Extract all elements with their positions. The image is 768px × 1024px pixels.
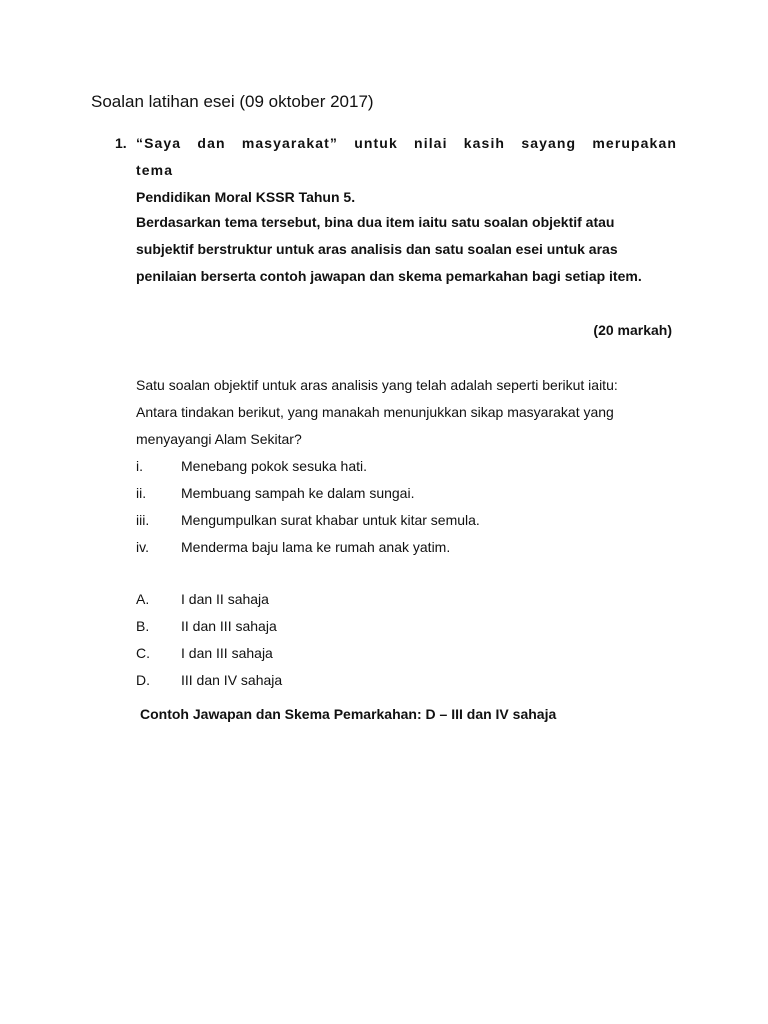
statement-label: i.	[136, 458, 143, 474]
objective-question	[136, 372, 677, 453]
option-label: B.	[136, 618, 150, 634]
option-list	[136, 586, 282, 694]
intro-line-2: Pendidikan Moral KSSR Tahun 5.	[136, 189, 356, 205]
question-line-1: Antara tindakan berikut, yang manakah menunjukkan sikap masyarakat yang	[136, 404, 614, 420]
option-text: I dan II sahaja	[181, 591, 269, 607]
answer-scheme: Contoh Jawapan dan Skema Pemarkahan: D – III dan IV sahaja	[140, 706, 557, 722]
task-line-3: penilaian berserta contoh jawapan dan skema pemarkahan bagi setiap item.	[136, 268, 642, 284]
task-line-1: Berdasarkan tema tersebut, bina dua item iaitu satu soalan objektif atau	[136, 214, 615, 230]
objective-intro: Satu soalan objektif untuk aras analisis yang telah adalah seperti berikut iaitu:	[136, 377, 618, 393]
option-text: III dan IV sahaja	[181, 672, 283, 688]
statement-label: iii.	[136, 512, 150, 528]
statement-text: Mengumpulkan surat khabar untuk kitar semula.	[181, 512, 480, 528]
statement-text: Menebang pokok sesuka hati.	[181, 458, 368, 474]
option-label: A.	[136, 591, 150, 607]
intro-line-1: “Saya dan masyarakat” untuk nilai kasih sayang merupakan tema	[136, 135, 677, 178]
question-line-2: menyayangi Alam Sekitar?	[136, 431, 302, 447]
list-item	[136, 586, 282, 613]
list-item	[136, 613, 282, 640]
question-number: 1.	[115, 135, 127, 151]
document-title: Soalan latihan esei (09 oktober 2017)	[91, 92, 374, 111]
statement-label: ii.	[136, 485, 147, 501]
list-item	[136, 640, 282, 667]
marks-label: (20 markah)	[593, 322, 672, 338]
question-intro	[136, 130, 677, 211]
list-item	[136, 667, 282, 694]
statement-text: Membuang sampah ke dalam sungai.	[181, 485, 415, 501]
question-task	[136, 209, 677, 290]
list-item	[136, 480, 480, 507]
option-text: I dan III sahaja	[181, 645, 273, 661]
option-label: D.	[136, 672, 150, 688]
option-label: C.	[136, 645, 150, 661]
task-line-2: subjektif berstruktur untuk aras analisis dan satu soalan esei untuk aras	[136, 241, 618, 257]
list-item	[136, 453, 480, 480]
statement-text: Menderma baju lama ke rumah anak yatim.	[181, 539, 451, 555]
statement-label: iv.	[136, 539, 149, 555]
list-item	[136, 534, 480, 561]
statement-list	[136, 453, 480, 561]
option-text: II dan III sahaja	[181, 618, 277, 634]
list-item	[136, 507, 480, 534]
